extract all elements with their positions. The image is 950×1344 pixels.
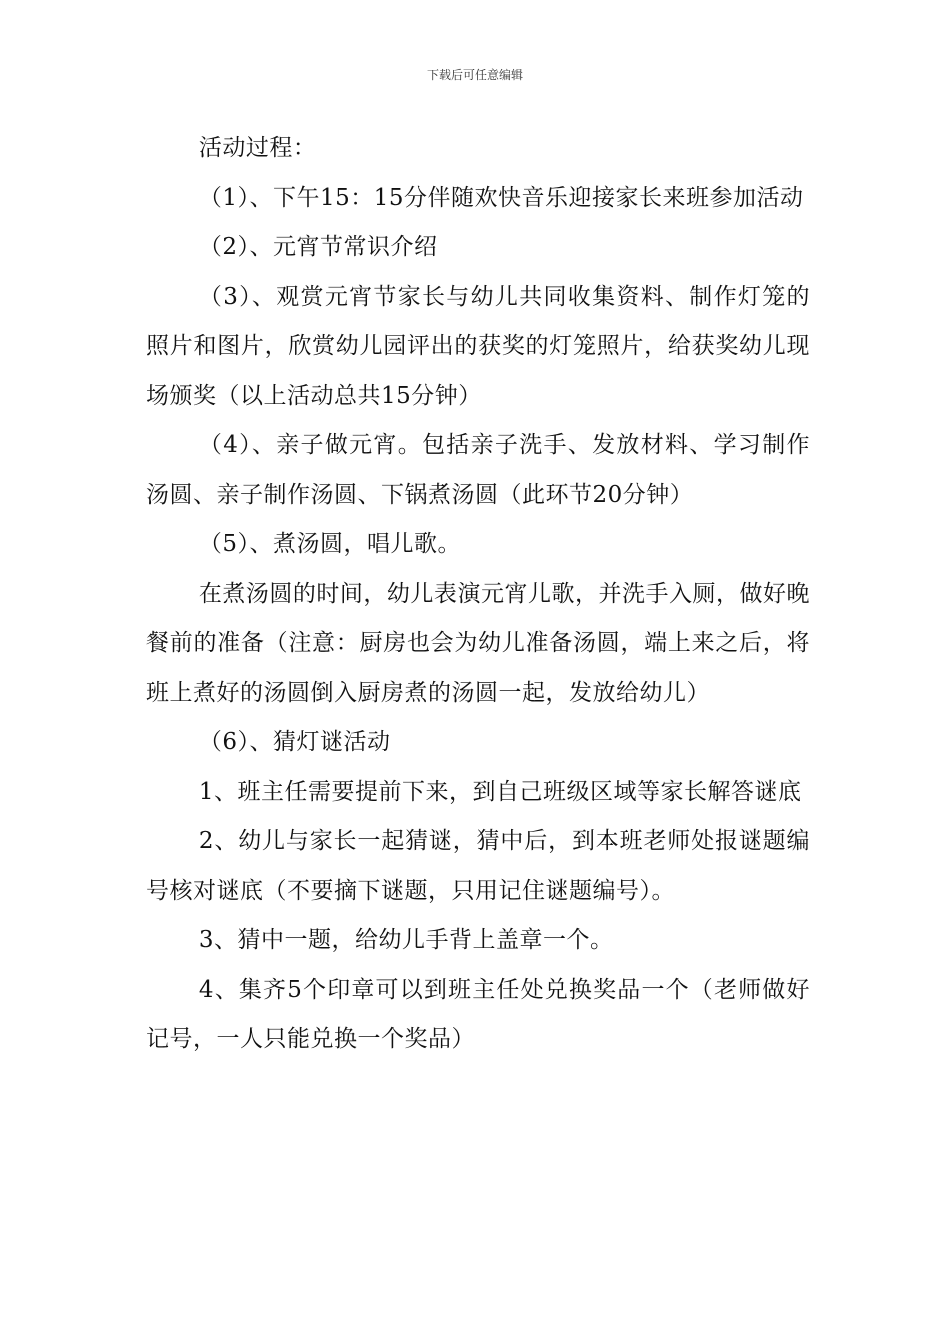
paragraph-step-4: （4）、亲子做元宵。包括亲子洗手、发放材料、学习制作汤圆、亲子制作汤圆、下锅煮汤圆（此环节20分钟） <box>146 432 810 508</box>
paragraph-riddle-rule-4: 4、集齐5个印章可以到班主任处兑换奖品一个（老师做好记号，一人只能兑换一个奖品） <box>146 976 810 1052</box>
page-header-note: 下载后可任意编辑 <box>426 68 523 82</box>
paragraph-riddle-rule-1: 1、班主任需要提前下来，到自己班级区域等家长解答谜底 <box>198 778 802 805</box>
paragraph-step-3: （3）、观赏元宵节家长与幼儿共同收集资料、制作灯笼的照片和图片，欣赏幼儿园评出的获奖的灯笼照片，给获奖幼儿现场颁奖（以上活动总共15分钟） <box>146 283 810 409</box>
paragraph-step-5-detail: 在煮汤圆的时间，幼儿表演元宵儿歌，并洗手入厕，做好晚餐前的准备（注意：厨房也会为幼儿准备汤圆，端上来之后，将班上煮好的汤圆倒入厨房煮的汤圆一起，发放给幼儿） <box>146 580 810 706</box>
paragraph-step-6: （6）、猜灯谜活动 <box>198 729 391 755</box>
document-body <box>146 124 810 1065</box>
paragraph-riddle-rule-2: 2、幼儿与家长一起猜谜，猜中后，到本班老师处报谜题编号核对谜底（不要摘下谜题，只用记住谜题编号）。 <box>146 828 810 904</box>
paragraph-step-2: （2）、元宵节常识介绍 <box>198 234 438 260</box>
paragraph-step-1: （1）、下午15：15分伴随欢快音乐迎接家长来班参加活动 <box>198 184 804 211</box>
paragraph-step-5: （5）、煮汤圆，唱儿歌。 <box>198 531 462 557</box>
paragraph-process-title: 活动过程： <box>198 135 317 161</box>
paragraph-riddle-rule-3: 3、猜中一题，给幼儿手背上盖章一个。 <box>198 927 614 953</box>
